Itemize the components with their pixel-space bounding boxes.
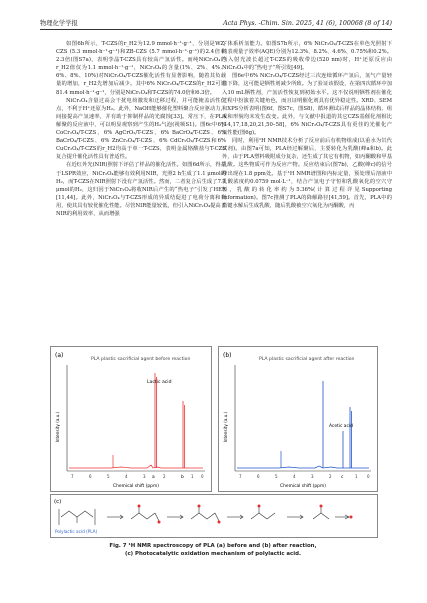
left-column [56,40,226,218]
right-column [222,40,392,210]
x-tick: 3 [311,474,314,479]
x-tick: 2 [329,474,332,479]
x-tick: 6 [257,474,260,479]
pla-structure [59,509,95,525]
peak-a-label: a [152,475,155,480]
x-tick: 0 [201,474,204,479]
x-tick: 4 [293,474,296,479]
panel-title: PLA plastic sacrificial agent after reaction [259,357,355,362]
caption-line: (c) Photocatalytic oxidation mechanism of polylactic acid. [125,551,301,557]
peak-c-label: c [341,475,344,480]
panel-label: (b) [223,352,232,359]
peak-b-label: b [181,475,184,480]
x-tick: 6 [89,474,92,479]
journal-citation: Acta Phys. -Chim. Sin. 2025, 41 (6), 100068 (8 of 14) [223,20,392,27]
y-axis-label: Intensity (a.u.) [55,411,60,443]
x-ticks [71,474,204,479]
caption-line: Fig. 7 ¹H NMR spectroscopy of PLA (a) before and (b) after reaction, [109,543,317,549]
x-tick: 2 [163,474,166,479]
final-product [335,515,349,519]
paragraph: 图6e中6% NiCr₂O₄/T-CZS经过三次连续循环产氢后，氢气产量轻微下降，这可能是牺牲剂减少所致。为了验证该假设，在第四次循环中加入10 mL牺牲剂，产氢活性恢复到初始水平。这不仅说明牺牲剂在催化过程中扮演着关键角色，而且证明催化剂具有优异稳定性。XRD、SEM和XPS分析表明(图6f，图S7c，图S8)，循环测试后样品的晶体结构、组成和形貌均未发生改变。此外，与文献中报道的其它CZS基催化剂相比[14,17,18,20,21,50–58]，6% NiCr₂O₄/T-CZS具有更佳的光催化产氢性能(图6g)。 [222,73,392,137]
x-tick: 1 [355,474,358,479]
x-tick: 5 [107,474,110,479]
paragraph: 如图6b所示，T-CZS的r_H2为12.9 mmol·h⁻¹·g⁻¹，分别是WZ-CZS (5.3 mmol·h⁻¹·g⁻¹)和ZB-CZS (5.7 mmol·h⁻¹·g⁻¹)的2.4倍和2.3倍(图S7a)，表明孪晶T-CZS具有较高产氢活性。而纯NiCr₂O₄的r_H2值仅为1.1 mmol·h⁻¹·g⁻¹，NiCr₂O₄的含量(1%、2%、4%、6%、8%、10%)对NiCr₂O₄/T-CZS催化活性有显著影响，随着其负载量的增加，r_H2先增加后减少。其中6% NiCr₂O₄/T-CZS的r_H2可达81.4 mmol·h⁻¹·g⁻¹，分别是NiCr₂O₄和T-CZS的74.0倍和6.3倍。 [56,41,226,96]
x-ticks [239,474,370,479]
x-axis-label: Chemical shift (ppm) [113,484,159,489]
journal-name-cn: 物理化学学报 [40,20,78,27]
peak-annotation: Acetic acid [329,424,353,429]
running-header [40,13,392,30]
paragraph: 同时，利用¹H NMR技术分析了反应前后有机物组成(以重水为氘代试剂)。由图7a可知，PLA经过解聚后，主要转化为乳酸(峰a和b)。此外，由于PLA塑料吸附成分复杂，还生成了其它有机物，如丙酮酸和甲基乳酸。这些物质可作为反应产物。反应结束后(图7b)，乙酸(峰c)的信号峰出现在1.8 ppm处。基于¹H NMR谱图和内标定量，预处理后溶液中乳酸浓度约0.0759 mol·L⁻¹，结合产氢电子守恒和乳酸氧化的空穴守恒，乳酸的转化率约为5.36%(计算过程详见Supporting Information)。图7c推测了PLA的降解路径[41,59]。首先，PLA中的酯键水解后生成乳酸，随后乳酸被空穴氧化为丙酮酸，丙 [222,138,392,209]
x-tick: 0 [367,474,370,479]
x-tick: 1 [191,474,194,479]
paragraph: NiCr₂O₄含量过高会干扰电荷激发和迁移过程，并可能掩盖活性位点，不利于H⁺还原为H₂。此外，NaOH能够催化塑料聚合反应驱动力，间接提高产氢速率，并有助于抑制样品的光腐蚀[33]。常压下，在PLA解聚的反应液中，可以明显观察到产生的H₂气泡(视频S1)。图6c中6% CoCr₂O₄/T-CZS、6% AgCrO₂/T-CZS、6% BaCrO₄/T-CZS、6% BaCrO₄/T-CZS、6% ZnCr₂O₄/T-CZS、6% CdCr₂O₄/T-CZS和6% CuCr₂O₄/T-CZS的r_H2均高于单一T-CZS，表明金属铬酸盐与T-CZS复合提升催化活性具有普适性。 [56,97,226,161]
x-tick: 7 [71,474,74,479]
molecule-structures [131,507,329,521]
polymer-label: Polylactic acid (PLA) [55,529,98,534]
paragraph: 了体系析氢能力。如图S7b所示，6% NiCr₂O₄/T-CZS在单色光照射下的表观量子效率(AQE)分别为12.3%、8.2%、4.6%、0.75%和0.2%。当入射光波长超过T-CZS的吸收带边(520 nm)时，H⁺还原反应由NiCr₂O₄中的“热电子”所引发[49]。 [222,41,392,72]
panel-label: (a) [55,352,64,359]
panel-title: PLA plastic sacrificial agent before reaction [91,357,191,362]
nmr-panel-before [50,346,212,492]
x-tick: 7 [239,474,242,479]
arrows [107,515,303,519]
panel-label: (c) [54,499,62,505]
nmr-panel-after [218,346,378,492]
figure-caption [50,542,376,558]
x-tick: 5 [275,474,278,479]
y-axis-label: Intensity (a.u.) [223,411,228,443]
peak-annotation: Lactic acid [147,380,172,385]
x-tick: 3 [143,474,146,479]
x-axis-label: Chemical shift (ppm) [280,484,326,489]
x-tick: 4 [125,474,128,479]
oxygen-atoms [138,505,353,524]
paragraph: 在近红外光(NIR)照射下评估了样品的催化活性。如图6d所示，得益于LSPR效应，NiCr₂O₄能够有效利用NIR，光照2 h生成了1.1 μmol的H₂，而T-CZS在NIR照射下没有产氢活性。然而，二者复合后生成了7.1 μmol的H₂，这归因于NiCr₂O₄将收NIR后产生的“热电子”引发了HER [11,44]。此外，NiCr₂O₄与T-CZS形成的异质结促进了电荷分离和利用，使其具有较优催化性能。尽管NIR能量较低，但引入NiCr₂O₄提高了NIR的利用效率，从而增强 [56,162,226,217]
mechanism-panel [50,494,378,538]
